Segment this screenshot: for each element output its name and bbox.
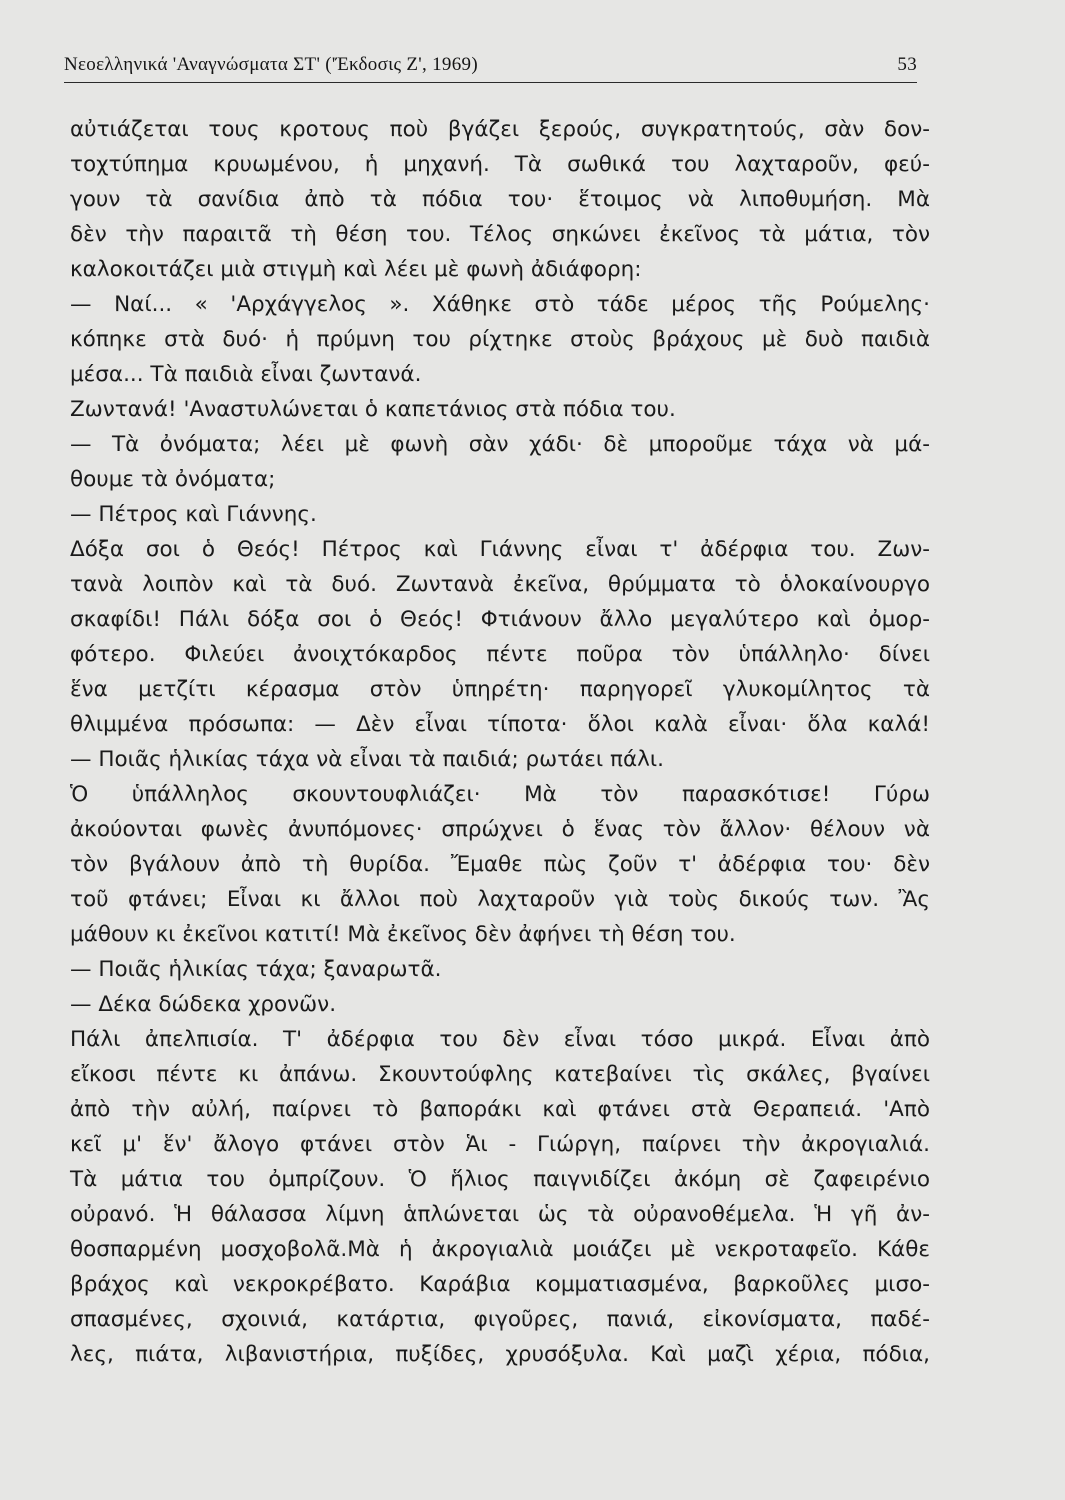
text-line: μάθουν κι ἐκεῖνοι κατιτί! Μὰ ἐκεῖνος δὲν ἀφήνει τὴ θέση του. — [70, 922, 736, 947]
body-text — [70, 112, 930, 1372]
text-line: θοσπαρμένη μοσχοβολᾶ.Μὰ ἡ ἀκρογιαλιὰ μοιάζει μὲ νεκροταφεῖο. Κάθε — [70, 1237, 930, 1262]
header-rule — [64, 82, 917, 83]
text-line: — Ποιᾶς ἡλικίας τάχα; ξαναρωτᾶ. — [70, 957, 442, 982]
text-line: καλοκοιτάζει μιὰ στιγμὴ καὶ λέει μὲ φωνὴ ἀδιάφορη: — [70, 257, 642, 282]
page-number: 53 — [897, 54, 917, 75]
text-line: Ὁ ὑπάλληλος σκουντουφλιάζει· Μὰ τὸν παρασκότισε! Γύρω — [70, 782, 930, 807]
text-line: γουν τὰ σανίδια ἀπὸ τὰ πόδια του· ἕτοιμος νὰ λιποθυμήση. Μὰ — [70, 187, 930, 212]
text-line: κεῖ μ' ἕν' ἄλογο φτάνει στὸν Ἁι - Γιώργη, παίρνει τὴν ἀκρογιαλιά. — [70, 1132, 930, 1157]
text-line: τοχτύπημα κρυωμένου, ἡ μηχανή. Τὰ σωθικά του λαχταροῦν, φεύ- — [70, 152, 930, 177]
text-line: εἴκοσι πέντε κι ἀπάνω. Σκουντούφλης κατεβαίνει τὶς σκάλες, βγαίνει — [70, 1062, 930, 1087]
text-line: βράχος καὶ νεκροκρέβατο. Καράβια κομματιασμένα, βαρκοῦλες μισο- — [70, 1272, 930, 1297]
text-line: ἀκούονται φωνὲς ἀνυπόμονες· σπρώχνει ὁ ἕνας τὸν ἄλλον· θέλουν νὰ — [70, 817, 930, 842]
text-line: αὐτιάζεται τους κροτους ποὺ βγάζει ξερούς, συγκρατητούς, σὰν δον- — [70, 117, 930, 142]
text-line: τὸν βγάλουν ἀπὸ τὴ θυρίδα. Ἔμαθε πὼς ζοῦν τ' ἀδέρφια του· δὲν — [70, 852, 930, 877]
text-line: Ζωντανά! 'Αναστυλώνεται ὁ καπετάνιος στὰ πόδια του. — [70, 397, 676, 422]
text-line: — Πέτρος καὶ Γιάννης. — [70, 502, 317, 527]
text-line: Δόξα σοι ὁ Θεός! Πέτρος καὶ Γιάννης εἶναι τ' ἀδέρφια του. Ζων- — [70, 537, 930, 562]
text-line: θλιμμένα πρόσωπα: — Δὲν εἶναι τίποτα· ὅλοι καλὰ εἶναι· ὅλα καλά! — [70, 712, 930, 737]
text-line: κόπηκε στὰ δυό· ἡ πρύμνη του ρίχτηκε στοὺς βράχους μὲ δυὸ παιδιὰ — [70, 327, 930, 352]
text-line: δὲν τὴν παραιτᾶ τὴ θέση του. Τέλος σηκώνει ἐκεῖνος τὰ μάτια, τὸν — [70, 222, 930, 247]
text-line: μέσα... Τὰ παιδιὰ εἶναι ζωντανά. — [70, 362, 422, 387]
text-line: — Ναί... « 'Αρχάγγελος ». Χάθηκε στὸ τάδε μέρος τῆς Ρούμελης· — [70, 292, 930, 317]
text-line: Πάλι ἀπελπισία. Τ' ἀδέρφια του δὲν εἶναι τόσο μικρά. Εἶναι ἀπὸ — [70, 1027, 930, 1052]
text-line: — Δέκα δώδεκα χρονῶν. — [70, 992, 337, 1017]
text-line: οὐρανό. Ἡ θάλασσα λίμνη ἁπλώνεται ὡς τὰ οὐρανοθέμελα. Ἡ γῆ ἀν- — [70, 1202, 930, 1227]
text-line: σπασμένες, σχοινιά, κατάρτια, φιγοῦρες, πανιά, εἰκονίσματα, παδέ- — [70, 1307, 930, 1332]
text-line: — Τὰ ὀνόματα; λέει μὲ φωνὴ σὰν χάδι· δὲ μποροῦμε τάχα νὰ μά- — [70, 432, 930, 457]
page-header — [64, 44, 917, 76]
text-line: σκαφίδι! Πάλι δόξα σοι ὁ Θεός! Φτιάνουν ἄλλο μεγαλύτερο καὶ ὀμορ- — [70, 607, 930, 632]
text-line: ἕνα μετζίτι κέρασμα στὸν ὑπηρέτη· παρηγορεῖ γλυκομίλητος τὰ — [70, 677, 930, 702]
text-line: ἀπὸ τὴν αὐλή, παίρνει τὸ βαποράκι καὶ φτάνει στὰ Θεραπειά. 'Απὸ — [70, 1097, 930, 1122]
text-line: θουμε τὰ ὀνόματα; — [70, 467, 276, 492]
running-title: Νεοελληνικά 'Αναγνώσματα ΣΤ' ('Έκδοσις Ζ', 1969) — [64, 54, 478, 75]
text-line: Τὰ μάτια του ὀμπρίζουν. Ὁ ἥλιος παιγνιδίζει ἀκόμη σὲ ζαφειρένιο — [70, 1167, 930, 1192]
text-line: λες, πιάτα, λιβανιστήρια, πυξίδες, χρυσόξυλα. Καὶ μαζὶ χέρια, πόδια, — [70, 1342, 930, 1367]
text-line: τανὰ λοιπὸν καὶ τὰ δυό. Ζωντανὰ ἐκεῖνα, θρύμματα τὸ ὁλοκαίνουργο — [70, 572, 930, 597]
text-line: τοῦ φτάνει; Εἶναι κι ἄλλοι ποὺ λαχταροῦν γιὰ τοὺς δικούς των. Ἂς — [70, 887, 930, 912]
text-line: φότερο. Φιλεύει ἀνοιχτόκαρδος πέντε ποῦρα τὸν ὑπάλληλο· δίνει — [70, 642, 930, 667]
text-line: — Ποιᾶς ἡλικίας τάχα νὰ εἶναι τὰ παιδιά; ρωτάει πάλι. — [70, 747, 664, 772]
